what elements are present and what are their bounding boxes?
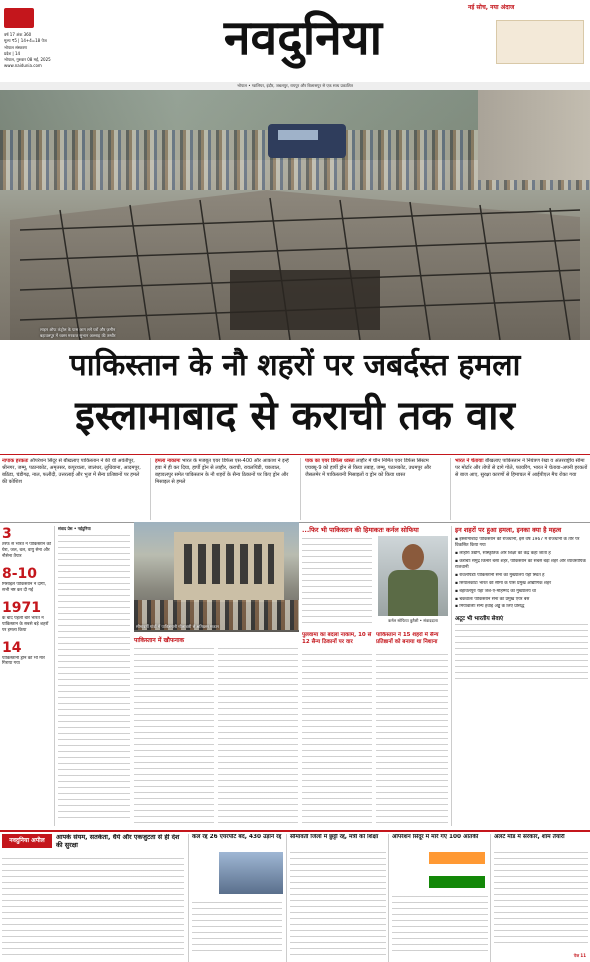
bullet-item: ▪ बहावलपुरः यहां जैश-ए-मोहम्मद का मुख्यालय था <box>455 588 536 594</box>
story4-head: ऑपरेशन सिंदूर में मारे गए 100 आतंकी <box>392 834 479 840</box>
website-url[interactable]: www.naidunia.com <box>4 63 42 68</box>
bottom-appeal <box>0 834 186 962</box>
story4-flag <box>429 852 485 888</box>
strip-item-4 <box>450 458 588 520</box>
bullet-item: ▪ रावलपिंडीः पाकिस्तानी सेना का मुख्यालय यहीं स्थित है <box>455 572 545 578</box>
bullet-item: ▪ लाहौरः उद्योग, सांस्कृतिक और शिक्षा का केंद्र कहा जाता है <box>455 550 551 556</box>
fact-text: के बाद पहली बार भारत ने पाकिस्तान के सबसे बड़े शहरों पर हमला किया <box>2 615 49 633</box>
fact-item <box>2 526 52 560</box>
strip-item-1 <box>2 458 142 520</box>
fact-text: तरफ से भारत ने पाकिस्तान को घेरा, जल, थल, वायु सेना और नौसेना तैयार <box>2 542 52 559</box>
masthead <box>0 0 590 88</box>
logo-badge <box>4 8 34 28</box>
bottom-top-rule <box>0 830 590 832</box>
fact-number: 3 <box>2 526 12 542</box>
sofia-caption: कर्नल सोफिया कुरैशी • संवाददाता <box>388 618 438 623</box>
bottom-story-4 <box>388 834 488 962</box>
left-col-rule <box>54 526 55 826</box>
right-column <box>455 526 588 826</box>
masthead-logo: नवदुनिया <box>223 10 383 66</box>
story5-body <box>494 850 588 946</box>
issue-line-4: प्रदेश | 14 <box>4 51 21 56</box>
headline-line-1: पाकिस्तान के नौ शहरों पर जबर्दस्त हमला <box>69 348 521 383</box>
col-b <box>302 652 372 826</box>
story2-body <box>192 900 282 956</box>
strip-text-1: ऑपरेशन सिंदूर से बौखलाए पाकिस्तान ने की थी अवंतीपुर, श्रीनगर, जम्मू, पठानकोट, अमृतसर, कपूरथला, जालंधर, लुधियाना, आदमपुर, बठिंडा, चंडीगढ़, नाल, फलौदी, उत्तरलाई और भुज में सैन्य प्रतिष्ठानों पर हमले की कोशिश <box>2 458 141 485</box>
bullet-item: ▪ मियांवालीः सैन्य हवाई अड्डे के लिए प्रसिद्ध <box>455 604 525 610</box>
photo-wall <box>478 90 590 180</box>
issue-line-1: वर्ष 17 अंक 360 <box>4 32 32 37</box>
story2-photo <box>219 852 283 894</box>
lead-photo <box>0 90 590 340</box>
fact-item <box>2 600 52 634</box>
right-box-body <box>455 622 588 682</box>
strip-label-4: भारत ने चेतायाः <box>455 458 484 464</box>
appeal-body <box>2 856 184 956</box>
top-right-promo <box>496 20 584 64</box>
story3-body <box>290 850 386 956</box>
bottom-story-2 <box>188 834 284 962</box>
right-col-rule <box>451 526 452 826</box>
subhead-a: पाकिस्तान में खौफनाक <box>134 637 185 644</box>
headline-line-2: इस्लामाबाद से कराची तक वार <box>75 393 515 439</box>
strip-text-2: भारत के मजबूत एयर डिफेंस एस-400 और आकाश ने इन्हें हवा में ही कर दिया, हार्पी ड्रोन से लाहौर, कराची, रावलपिंडी, चकवाल, बहावलपुर समेत पाकिस्तान के नौ शहरों के सैन्य ठिकानों पर किए ड्रोन और मिसाइल से हमले <box>155 458 289 485</box>
story4-body <box>392 894 488 956</box>
photo-vehicle-window <box>278 130 318 140</box>
strip-item-3 <box>300 458 445 520</box>
bullet-item: ▪ चकवालः पाकिस्तान सेना का प्रमुख एयर बेस <box>455 596 530 602</box>
sofia-body <box>302 536 372 624</box>
sofia-head <box>402 544 424 570</box>
fact-item <box>2 566 52 594</box>
page-ref[interactable]: पेज 11 <box>573 953 586 958</box>
issue-line-3: भोपाल संस्करण <box>4 45 27 50</box>
fact-text: मिसाइलें पाकिस्तान ने दागी, सभी नष्ट कर दी गई <box>2 581 47 593</box>
appeal-head: आपके संयम, सतर्कता, धैर्य और एकजुटता से ही देश की सुरक्षा <box>56 834 180 849</box>
sofia-title: ...फिर भी पाकिस्तान की हिमाकतः कर्नल सोफिया <box>302 526 419 534</box>
bottom-story-3 <box>286 834 386 962</box>
photo-rebar <box>20 190 580 340</box>
right-box-title: अटूट भी भारतीय सेवाएं <box>455 616 504 623</box>
issue-line-5: भोपाल, गुरुवार 08 मई, 2025 <box>4 57 51 62</box>
right-col-title: इन शहरों पर हुआ हमला, इनका क्या है महत्व <box>455 526 562 534</box>
col-a2 <box>218 646 298 826</box>
strip-item-2 <box>150 458 295 520</box>
strip-text-3: लाहौर में चीन निर्मित एयर डिफेंस सिस्टम एचक्यू-9 को हार्पी ड्रोन से किया तबाह, जम्मू, पठानकोट, उधमपुर और जैसलमेर में पाकिस्तानी मिसाइलों व ड्रोन को किया ध्वस्त <box>305 458 432 478</box>
fact-number: 8-10 <box>2 565 38 582</box>
strip-label-2: हमला नाकामः <box>155 458 181 464</box>
bullet-item: ▪ कराचीः समुद्र किनारे बसा शहर, पाकिस्तान का सबसे बड़ा शहर और व्यावसायिक राजधानी <box>455 558 586 570</box>
main-story <box>58 526 130 826</box>
story-byline: संवाद प्रेस • नईदुनिया <box>58 526 91 531</box>
strip-top-rule <box>0 454 590 455</box>
subhead-b: पुलवामा का बदला नाकाम, 10 से 12 सैन्य ठिकानों पर वार <box>302 632 372 645</box>
strip-label-3: पाक का एयर डिफेंस ध्वस्तः <box>305 458 355 464</box>
bullet-item: ▪ इस्लामाबादः पाकिस्तान की राजधानी, इसे वर्ष 1967 में राजधानी के तौर पर विकसित किया गया <box>455 537 580 548</box>
strip-text-4: बौखलाए पाकिस्तान ने नियंत्रण रेखा व अंतरराष्ट्रीय सीमा पर मोर्टार और तोपों से दागे गोले, फायरिंग, भारत ने चेताया-अपनी हरकतों से बाज आए, सुरक्षा कारणों से हिमाचल में आईपीएल मैच रोका गया <box>455 458 588 478</box>
mid-photo-windows <box>184 544 274 584</box>
sofia-box <box>302 526 448 626</box>
photo-caption-bottom: बहावलपुर में ध्वस्त मरकज सुभान अल्लाह की तस्वीर <box>40 333 116 338</box>
sofia-photo <box>378 536 448 616</box>
mid-photo <box>134 522 299 632</box>
strip-label-1: नापाक हरकतः <box>2 458 29 464</box>
story2-head: कल रद्द 26 एयरपोर्ट बंद, 430 उड़ानें रद्द <box>192 834 282 840</box>
subhead-c: पाकिस्तान ने 15 शहरों में सैन्य प्रतिष्ठानों को बनाया था निशाना <box>376 632 439 645</box>
tagline: नई सोच, नया अंदाज <box>468 4 515 11</box>
appeal-label: नवदुनिया अपील <box>2 834 52 848</box>
fact-item <box>2 640 52 668</box>
fact-text: पाकिस्तानी ड्रोन को भी मार गिराया गया <box>2 655 45 667</box>
bottom-story-5 <box>490 834 590 962</box>
bullet-item: ▪ सियालकोटः भारत की सीमा के पास प्रमुख औद्योगिक शहर <box>455 580 551 586</box>
partner-strip: भोपाल • ग्वालियर, इंदौर, जबलपुर, रायपुर और बिलासपुर से एक साथ प्रकाशित <box>0 82 590 90</box>
sofia-uniform <box>388 570 438 616</box>
fact-number: 14 <box>2 639 22 656</box>
issue-line-2: मूल्य ₹5 | 14+4=18 पेज <box>4 38 47 43</box>
story3-head: सीमावर्ती जिलों में छुट्टी रद्द, मंत्री को शिक्षा <box>290 834 379 840</box>
photo-caption-top: लाइन ऑफ कंट्रोल के पास आग लगे घरों और ज़मीन <box>40 327 116 332</box>
story-body <box>58 533 130 823</box>
col-c <box>376 652 448 826</box>
story5-head: अलर्ट मोड में सरकार, शाम तैयारी <box>494 834 565 840</box>
left-facts-column <box>2 526 52 826</box>
fact-number: 1971 <box>2 599 41 616</box>
col-a <box>134 646 214 826</box>
mid-photo-caption: सीमावर्ती गांवों में पाकिस्तानी गोलाबारी से क्षतिग्रस्त मकान <box>136 624 219 629</box>
